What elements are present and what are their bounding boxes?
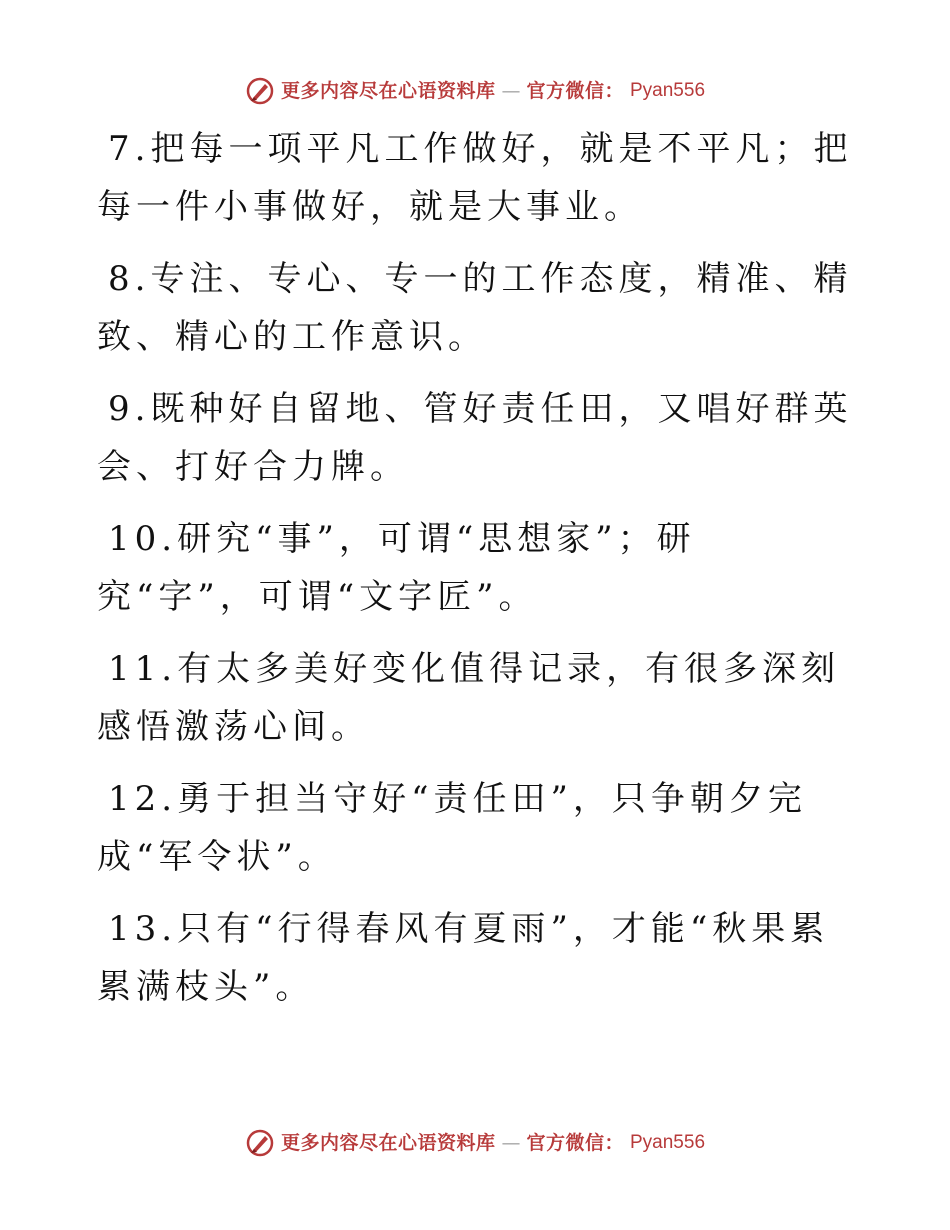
- watermark-label: 官方微信：: [526, 80, 624, 102]
- watermark-label: 官方微信：: [526, 1132, 624, 1154]
- watermark-wechat-id: Pyan556: [630, 80, 706, 101]
- pen-logo-icon: [245, 1128, 275, 1158]
- list-item: 7.把每一项平凡工作做好，就是不平凡；把每一件小事做好，就是大事业。: [97, 129, 853, 227]
- list-item: 13.只有“行得春风有夏雨”，才能“秋果累累满枝头”。: [97, 909, 830, 1007]
- list-item: 12.勇于担当守好“责任田”，只争朝夕完成“军令状”。: [97, 779, 807, 877]
- watermark-separator: —: [501, 80, 521, 102]
- document-body: [97, 120, 857, 1030]
- list-item: 11.有太多美好变化值得记录，有很多深刻感悟激荡心间。: [97, 649, 841, 747]
- list-item: 9.既种好自留地、管好责任田，又唱好群英会、打好合力牌。: [97, 389, 853, 487]
- watermark-wechat-id: Pyan556: [630, 1132, 706, 1153]
- watermark-text-cn: 更多内容尽在心语资料库: [280, 80, 496, 102]
- pen-logo-icon: [245, 76, 275, 106]
- watermark-separator: —: [501, 1132, 521, 1154]
- list-item: 8.专注、专心、专一的工作态度，精准、精致、精心的工作意识。: [97, 259, 853, 357]
- watermark-text-cn: 更多内容尽在心语资料库: [280, 1132, 496, 1154]
- footer-watermark: [0, 1128, 950, 1158]
- header-watermark: [0, 76, 950, 106]
- list-item: 10.研究“事”，可谓“思想家”；研究“字”，可谓“文字匠”。: [97, 519, 696, 617]
